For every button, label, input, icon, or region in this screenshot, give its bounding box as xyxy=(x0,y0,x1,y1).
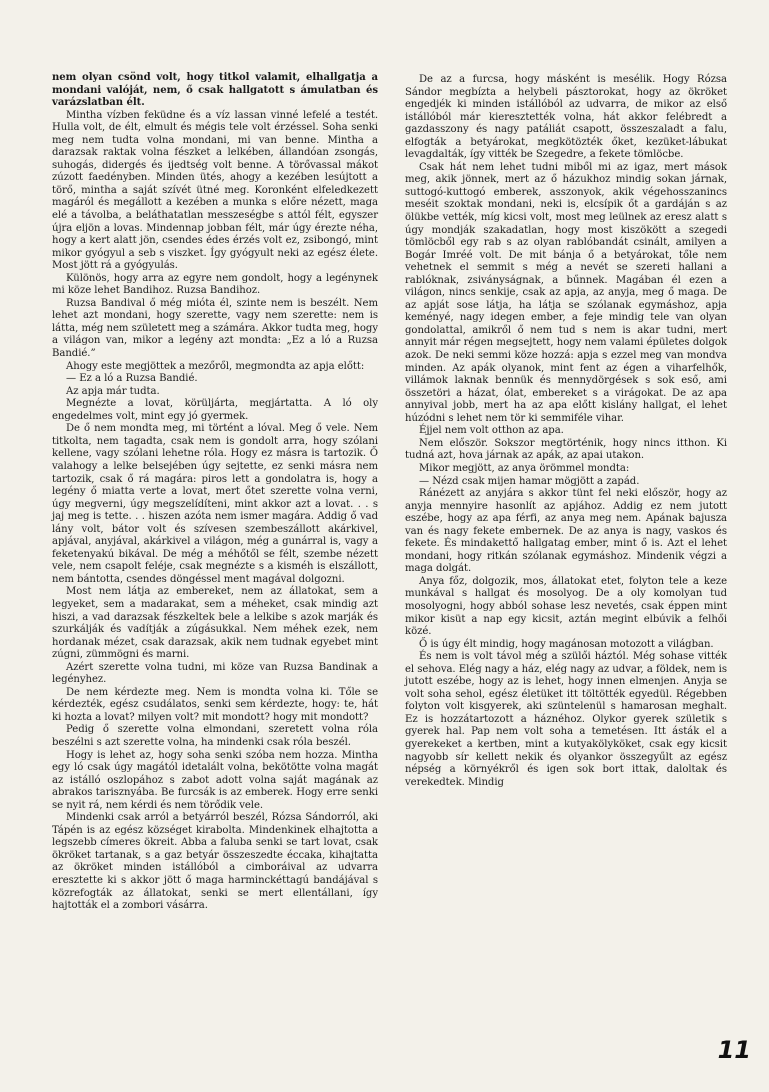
paragraph: De az a furcsa, hogy másként is mesélik. Hogy Rózsa Sándor megbízta a helybeli pásztorokat, hogy az ökröket engedjék ki minden istállóból az udvarra, de mikor az első istállóból már kieresztették volna, hát akkor felébredt a gazdasszony és nagy patáliát csapott, összeszaladt a falu, elfogták a betyárokat, megkötözték őket, kezüket-lábukat levagdalták, így vitték be Szegedre, a fekete tömlöcbe. xyxy=(405,74,727,161)
paragraph: Mintha vízben feküdne és a víz lassan vinné lefelé a testét. Hulla volt, de élt, elmult és mégis tele volt érzéssel. Soha senki meg nem tudta volna mondani, mi van benne. Mintha a darazsak raktak volna fészket a lelkében, állandóan zsongás, suhogás, didergés és ijedtség volt benne. A törővassal mákot zúzott faedényben. Minden ütés, ahogy a kezében lesújtott a törő, mintha a saját szívét ütné meg. Koronként elfeledkezett magáról és megállott a kezében a munka s előre nézett, maga elé a távolba, a beláthatatlan messzeségbe s attól félt, egyszer újra eljön a lovas. Mindennap jobban félt, már úgy érezte néha, hogy a kert alatt jön, csendes édes érzés volt ez, zsibongó, mint mikor gyógyul a seb s viszket. Így gyógyult neki az egész élete. Most jött rá a gyógyulás. xyxy=(52,109,378,272)
paragraph: Hogy is lehet az, hogy soha senki szóba nem hozza. Mintha egy ló csak úgy magától idetalált volna, bekötötte volna magát az istálló oszlopához s zabot adott volna saját magának az abrakos tarisznyába. Be furcsák is az emberek. Hogy erre senki se nyit rá, nem kérdi és nem törődik vele. xyxy=(52,749,378,811)
paragraph: Az apja már tudta. xyxy=(66,385,160,397)
paragraph: Ruzsa Bandival ő még mióta él, szinte nem is beszélt. Nem lehet azt mondani, hogy szerette, vagy nem szerette: nem is látta, még nem született meg a számára. Akkor tudta meg, hogy a világon van, mikor a legény azt mondta: „Ez a ló a Ruzsa Bandié.” xyxy=(52,297,378,360)
paragraph: De nem kérdezte meg. Nem is mondta volna ki. Tőle se kérdezték, egész csudálatos, senki sem kérdezte, hogy: te, hát ki hozta a lovat? milyen volt? mit mondott? hogy mit mondott? xyxy=(52,686,378,723)
paragraph: De ő nem mondta meg, mi történt a lóval. Meg ő vele. Nem titkolta, nem tagadta, csak nem is gondolt arra, hogy szólani kellene, vagy szólani lehetne róla. Hogy ez másra is tartozik. Ő valahogy a lelke belsejében úgy sejtette, ez senki másra nem tartozik, csak ő rá magára: piros lett a gondolatra is, hogy a legény ő miatta verte a lovat, mert őtet szerette volna verni, úgy megverni, úgy megszelídíteni, mint akkor azt a lovat. . . s jaj meg is tette. . . hiszen azóta nem ismer magára. Addig ő vad lány volt, bátor volt és szívesen szembeszállott akárkivel, apjával, anyjával, akárkivel a világon, még a gunárral is, vagy a feketenyakú bikával. De még a méhőtől se félt, szembe nézett vele, nem csapolt feléje, csak megnézte s a kisméh is elszállott, nem bántotta, csendes döngéssel ment magával dolgozni. xyxy=(52,423,378,585)
right-text-column xyxy=(405,74,727,789)
paragraph: Ő is úgy élt mindig, hogy magánosan motozott a világban. xyxy=(419,638,714,650)
paragraph: Most nem látja az embereket, nem az állatokat, sem a legyeket, sem a madarakat, sem a méheket, csak mindig azt hiszi, a vad darazsak fészkeltek bele a lelkibe s azok marják és szurkálják és vadítják a zúgásukkal. Nem méhek ezek, nem hordanak mézet, csak darazsak, akik nem tudnak egyebet mint zúgni, zümmögni és marni. xyxy=(52,586,378,661)
paragraph: Mindenki csak arról a betyárról beszél, Rózsa Sándorról, aki Tápén is az egész községet kirabolta. Mindenkinek elhajtotta a legszebb címeres ökreit. Abba a faluba senki se tart lovat, csak ökröket tartanak, s a gaz betyár összeszedte éccaka, kihajtatta az ökröket minden istállóból a cimboráival az udvarra eresztette ki s akkor jött ő maga harminckéttagú bandájával s közrefogták az állatokat, senki se mert ellentállani, így hajtották el a zombori vásárra. xyxy=(52,812,378,912)
paragraph: Csak hát nem lehet tudni miből mi az igaz, mert mások meg, akik jönnek, mert az ő házukhoz mindig sokan járnak, suttogó-kuttogó emberek, asszonyok, akik végehosszanincs meséit szoktak mondani, neki is, elcsípik őt a gardáján s az ölükbe vették, míg kicsi volt, most meg leülnek az eresz alatt s úgy mondják szakadatlan, hogy most kiszökött a szegedi tömlöcből egy rab s az olyan rablóbandát csinált, amilyen a Bogár Imréé volt. De mit bánja ő a betyárokat, tőle nem vehetnek el semmit s még a nevét se szereti hallani a rablóknak, zsiványságnak, a bűnnek. Magában él ezen a világon, nincs senkije, csak az apja, az anyja, meg ő maga. De az apját sose látja, ha látja se szólanak egymáshoz, apja keményé, nagy idegen ember, a feje mindig tele van olyan gondolattal, amikről ő nem tud s nem is akar tudni, mert annyit már régen megsejtett, hogy nem valami épületes dolgok azok. De neki semmi köze hozzá: apja s ezzel meg van mondva minden. Az apák olyanok, mint fent az égen a viharfelhők, villámok laknak bennük és mennydörgések s sok eső, ami összetöri a házat, ólat, embereket s a virágokat. De az apa annyival jobb, mert ha az apa előtt kislány hallgat, el lehet húzódni s lehet nem tör ki semmiféle vihar. xyxy=(405,161,727,424)
paragraph: Azért szerette volna tudni, mi köze van Ruzsa Bandinak a legényhez. xyxy=(52,661,378,686)
paragraph: Nem először. Sokszor megtörténik, hogy nincs itthon. Ki tudná azt, hova járnak az apák, az apai utakon. xyxy=(405,437,727,462)
paragraph: Pedig ő szerette volna elmondani, szeretett volna róla beszélni s azt szerette volna, ha mindenki csak róla beszél. xyxy=(52,724,378,748)
paragraph: Mikor megjött, az anya örömmel mondta: xyxy=(419,462,630,474)
paragraph: Megnézte a lovat, körüljárta, megjártatta. A ló oly engedelmes volt, mint egy jó gyermek. xyxy=(52,398,378,422)
paragraph: Ahogy este megjöttek a mezőről, megmondta az apja előtt: xyxy=(66,360,365,372)
paragraph: nem olyan csönd volt, hogy titkol valamit, elhallgatja a mondani valóját, nem, ő csak hallgatott s ámulatban és varázslatban élt. xyxy=(52,72,378,109)
paragraph: Különös, hogy arra az egyre nem gondolt, hogy a legénynek mi köze lehet Bandihoz. Ruzsa Bandihoz. xyxy=(52,272,378,297)
paragraph: Ránézett az anyjára s akkor tünt fel neki először, hogy az anyja mennyire hasonlít az apjához. Addig ez nem jutott eszébe, hogy az apa férfi, az anya meg nem. Apának bajusza van és nagy fekete embernek. De az anya is nagy, vaskos és fekete. És mindakettő hallgatag ember, mint ő is. Azt el lehet mondani, hogy ritkán szólanak egymáshoz. Mindenik végzi a maga dolgát. xyxy=(405,488,727,575)
paragraph: Éjjel nem volt otthon az apa. xyxy=(419,425,564,437)
paragraph: És nem is volt távol még a szülői háztól. Még sohase vitték el sehova. Elég nagy a ház, elég nagy az udvar, a földek, nem is jutott eszébe, hogy az is lehet, hogy innen elmenjen. Anyja se volt soha sehol, egész életüket itt töltötték egyedül. Régebben folyton volt kisgyerek, aki szüntelenül s hamarosan meghalt. Ez is hozzátartozott a háznéhoz. Olykor gyerek születik s gyerek hal. Pap nem volt soha a temetésen. Itt ásták el a gyerekeket a kertben, mint a kutyakölyköket, csak egy kicsit nagyobb sír kellett nekik és olyankor összegyűlt az egész népség a környékről és igen sok bort ittak, daloltak és verekedtek. Mindig xyxy=(405,651,727,788)
paragraph: — Nézd csak mijen hamar mögjött a zapád. xyxy=(419,475,640,487)
paragraph: — Ez a ló a Ruzsa Bandié. xyxy=(66,373,198,385)
paragraph: Anya főz, dolgozik, mos, állatokat etet, folyton tele a keze munkával s hallgat és mosolyog. De a oly komolyan tud mosolyogni, hogy abból sohase lesz nevetés, csak éppen mint mikor kisüt a nap egy kicsit, aztán megint elbúvik a felhői közé. xyxy=(405,575,727,638)
page-number: 11 xyxy=(717,1036,751,1064)
left-text-column xyxy=(52,72,378,913)
